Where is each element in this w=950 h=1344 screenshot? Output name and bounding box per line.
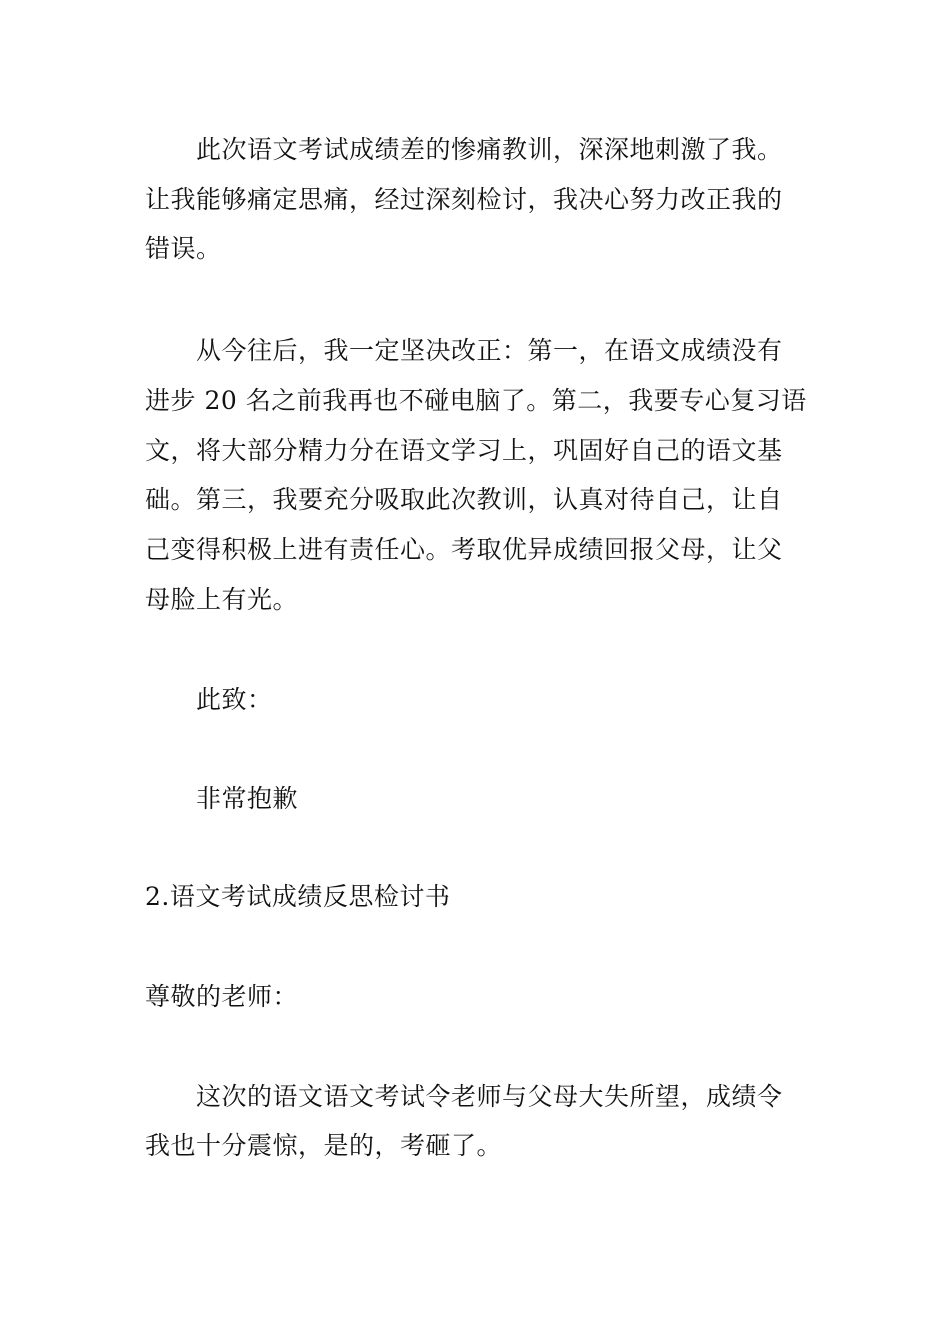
paragraph-2-line-6: 母脸上有光。 [145, 585, 299, 614]
paragraph-2-line-5: 己变得积极上进有责任心。考取优异成绩回报父母，让父 [145, 535, 783, 564]
paragraph-2-line-4: 础。第三，我要充分吸取此次教训，认真对待自己，让自 [145, 485, 783, 514]
paragraph-2-line-3: 文，将大部分精力分在语文学习上，巩固好自己的语文基 [145, 436, 783, 465]
paragraph-1-line-1: 此次语文考试成绩差的惨痛教训，深深地刺激了我。 [196, 135, 783, 164]
closing-line: 此致： [196, 685, 273, 714]
salutation: 尊敬的老师： [145, 982, 299, 1011]
paragraph-1-line-2: 让我能够痛定思痛，经过深刻检讨，我决心努力改正我的 [145, 185, 783, 214]
paragraph-1-line-3: 错误。 [145, 234, 222, 263]
paragraph-2-line-1: 从今往后，我一定坚决改正：第一，在语文成绩没有 [196, 336, 783, 365]
paragraph-2-line-2: 进步 20 名之前我再也不碰电脑了。第二，我要专心复习语 [145, 386, 807, 415]
apology-line: 非常抱歉 [196, 784, 299, 813]
paragraph-3-line-1: 这次的语文语文考试令老师与父母大失所望，成绩令 [196, 1082, 783, 1111]
paragraph-3-line-2: 我也十分震惊，是的，考砸了。 [145, 1131, 503, 1160]
section-heading: 2.语文考试成绩反思检讨书 [145, 882, 451, 911]
